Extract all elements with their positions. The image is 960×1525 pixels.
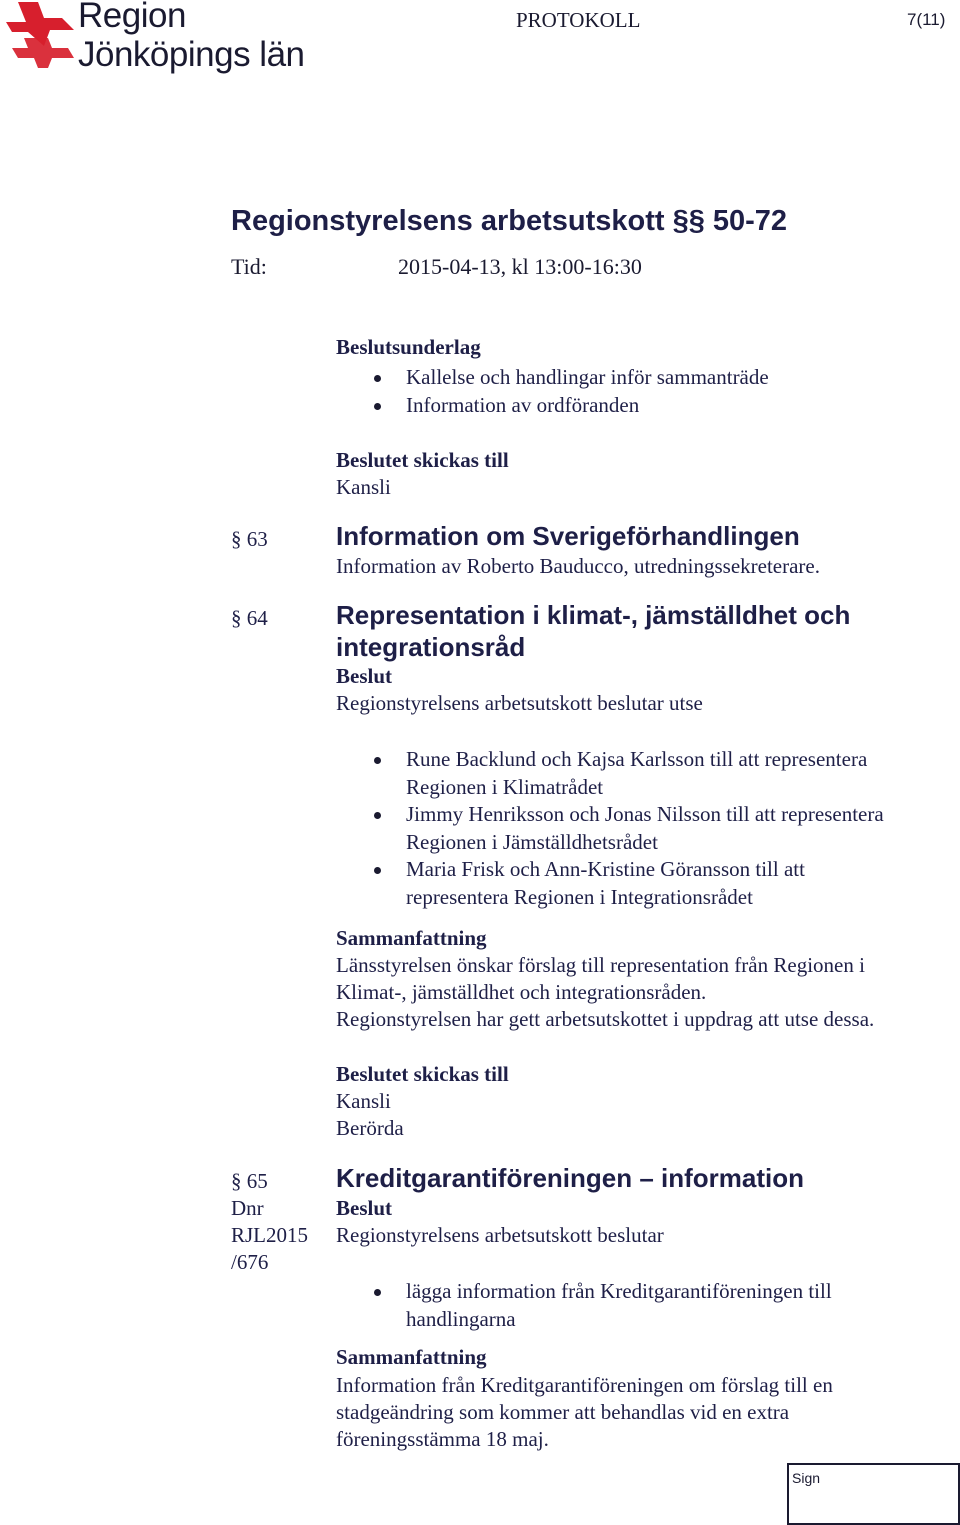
representative-list: [336, 746, 884, 911]
sammanfattning-heading-65: Sammanfattning: [336, 1345, 487, 1369]
recipient: Kansli: [336, 1089, 391, 1113]
logo-line-region: Region: [78, 0, 186, 35]
recipients-64: [336, 1088, 404, 1142]
skickas-heading-64: Beslutet skickas till: [336, 1062, 509, 1086]
list-item: Kallelse och handlingar inför sammanträde: [336, 364, 769, 392]
section-title-64: Representation i klimat-, jämställdhet och integrationsråd: [336, 600, 851, 662]
sign-label: Sign: [792, 1470, 821, 1486]
bullet-icon: [374, 1289, 381, 1296]
section-title-63: Information om Sverigeförhandlingen: [336, 521, 800, 551]
list-item: lägga information från Kreditgarantiföreningen till handlingarna: [336, 1278, 832, 1333]
bullet-icon: [374, 867, 381, 874]
meeting-title: Regionstyrelsens arbetsutskott §§ 50-72: [231, 205, 788, 237]
list-item: Jimmy Henriksson och Jonas Nilsson till att representera Regionen i Jämställdhetsrådet: [336, 801, 884, 856]
bullet-icon: [374, 375, 381, 382]
section-title-65: Kreditgarantiföreningen – information: [336, 1163, 805, 1193]
region-logo-icon: [4, 0, 78, 72]
beslut-text-65: Regionstyrelsens arbetsutskott beslutar: [336, 1223, 664, 1247]
logo-text: [78, 0, 305, 74]
sammanfattning-text-64: Länsstyrelsen önskar förslag till representation från Regionen i Klimat-, jämställdhet och integrationsråden. Regionstyrelsen har gett arbetsutskottet i uppdrag att utse dessa.: [336, 953, 875, 1031]
recipient: Berörda: [336, 1116, 404, 1140]
skickas-heading: Beslutet skickas till: [336, 448, 509, 472]
list-item: Information av ordföranden: [336, 392, 769, 420]
beslutsunderlag-list: [336, 364, 769, 419]
section-number-63: § 63: [231, 527, 268, 551]
time-label: Tid:: [231, 254, 267, 279]
beslut-heading-65: Beslut: [336, 1196, 393, 1220]
logo-line-county: Jönköpings län: [78, 35, 305, 74]
sign-box: [787, 1463, 960, 1525]
decision-list-65: [336, 1278, 832, 1333]
beslut-heading-64: Beslut: [336, 664, 393, 688]
recipient: Kansli: [336, 475, 391, 499]
bullet-icon: [374, 403, 381, 410]
section-number-65: § 65: [231, 1169, 268, 1193]
dnr: Dnr RJL2015 /676: [231, 1196, 309, 1274]
list-item: Rune Backlund och Kajsa Karlsson till att representera Regionen i Klimatrådet: [336, 746, 884, 801]
page-number: 7(11): [907, 10, 946, 29]
document-type: PROTOKOLL: [516, 8, 641, 32]
sammanfattning-heading-64: Sammanfattning: [336, 926, 487, 950]
beslutsunderlag-heading: Beslutsunderlag: [336, 335, 481, 359]
beslut-text-64: Regionstyrelsens arbetsutskott beslutar utse: [336, 691, 703, 715]
sammanfattning-text-65: Information från Kreditgarantiföreningen om förslag till en stadgeändring som kommer att behandlas vid en extra föreningsstämma 18 maj.: [336, 1373, 833, 1451]
list-item: Maria Frisk och Ann-Kristine Göransson till att representera Regionen i Integrationsrådet: [336, 856, 884, 911]
bullet-icon: [374, 757, 381, 764]
bullet-icon: [374, 812, 381, 819]
time-value: 2015-04-13, kl 13:00-16:30: [398, 254, 642, 279]
section-number-64: § 64: [231, 606, 268, 630]
section-text-63: Information av Roberto Bauducco, utredningssekreterare.: [336, 554, 820, 578]
